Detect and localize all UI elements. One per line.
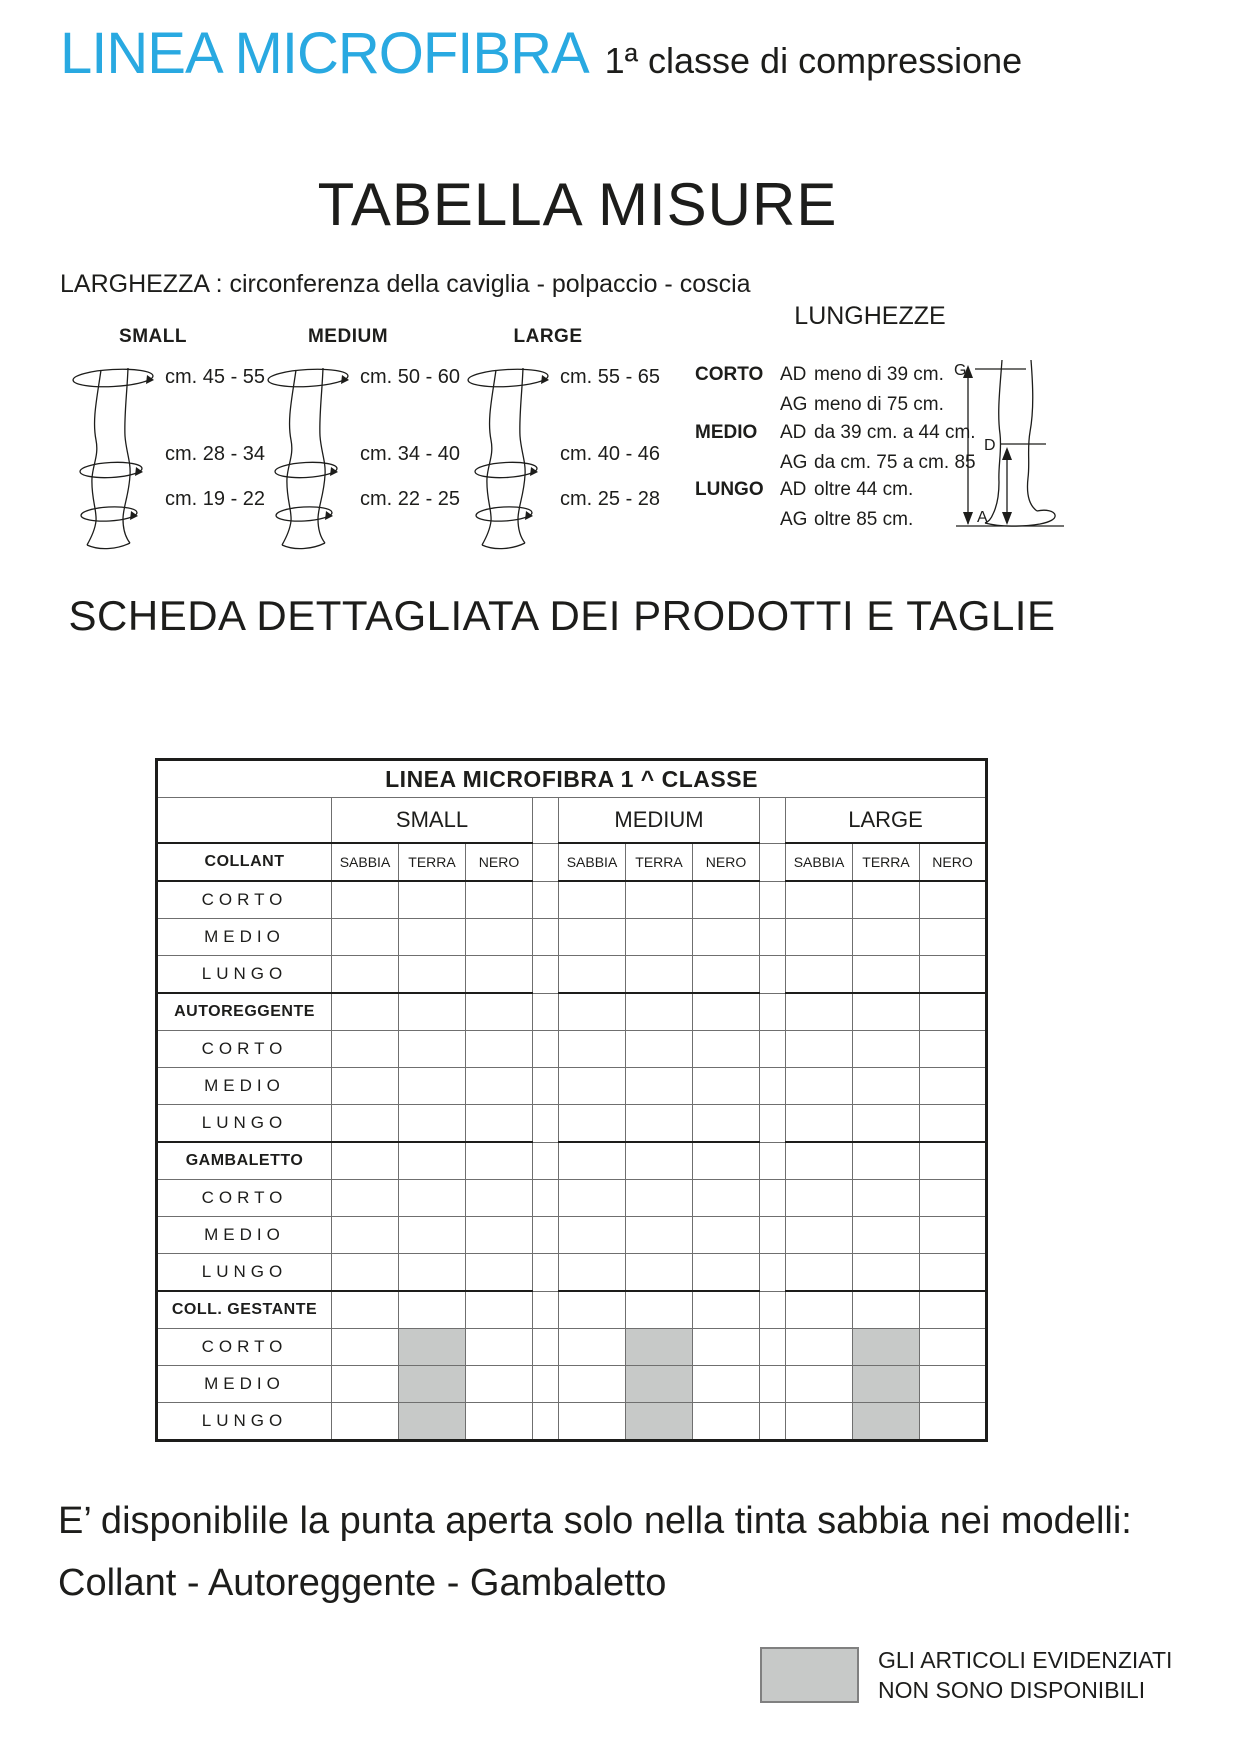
group-spacer bbox=[533, 1068, 559, 1105]
availability-cell bbox=[332, 1254, 399, 1292]
tabella-misure-title: TABELLA MISURE bbox=[317, 171, 838, 238]
group-spacer bbox=[760, 1366, 786, 1403]
availability-cell bbox=[693, 919, 760, 956]
availability-cell bbox=[920, 919, 987, 956]
ag-value: meno di 75 cm. bbox=[814, 394, 944, 415]
row-label: MEDIO bbox=[157, 919, 332, 956]
empty-cell bbox=[920, 993, 987, 1031]
leg-diagram-icon bbox=[263, 358, 363, 553]
availability-cell bbox=[920, 1403, 987, 1441]
availability-cell bbox=[786, 1366, 853, 1403]
unavailable-cell bbox=[626, 1403, 693, 1441]
availability-cell bbox=[693, 1105, 760, 1143]
lunghezza-medio-label: MEDIO bbox=[695, 422, 758, 443]
group-spacer bbox=[533, 956, 559, 994]
availability-cell bbox=[626, 1180, 693, 1217]
table-row bbox=[157, 881, 987, 919]
size-figure-large bbox=[463, 326, 713, 556]
thigh-measure: cm. 50 - 60 bbox=[360, 366, 461, 388]
availability-cell bbox=[626, 1254, 693, 1292]
row-label: LUNGO bbox=[157, 1254, 332, 1292]
ag-value: da cm. 75 a cm. 85 bbox=[814, 452, 976, 473]
unavailable-cell bbox=[399, 1366, 466, 1403]
availability-cell bbox=[332, 1068, 399, 1105]
open-toe-note-line2: Collant - Autoreggente - Gambaletto bbox=[58, 1562, 667, 1604]
table-row bbox=[157, 1105, 987, 1143]
color-column-header: SABBIA bbox=[332, 843, 399, 881]
color-column-header: NERO bbox=[920, 843, 987, 881]
empty-cell bbox=[332, 1291, 399, 1329]
products-table bbox=[155, 758, 988, 1442]
availability-cell bbox=[920, 1180, 987, 1217]
availability-cell bbox=[920, 1366, 987, 1403]
availability-cell bbox=[853, 1254, 920, 1292]
section-header: COLL. GESTANTE bbox=[157, 1291, 332, 1329]
availability-cell bbox=[853, 919, 920, 956]
scheda-title: SCHEDA DETTAGLIATA DEI PRODOTTI E TAGLIE bbox=[68, 592, 1056, 639]
availability-cell bbox=[693, 1403, 760, 1441]
availability-cell bbox=[466, 881, 533, 919]
availability-cell bbox=[399, 1068, 466, 1105]
availability-cell bbox=[399, 1105, 466, 1143]
lunghezza-medio-ag bbox=[780, 452, 976, 474]
availability-cell bbox=[399, 1031, 466, 1068]
empty-cell bbox=[786, 1142, 853, 1180]
empty-cell bbox=[399, 993, 466, 1031]
lunghezza-lungo-ag bbox=[780, 509, 913, 531]
availability-cell bbox=[559, 1068, 626, 1105]
availability-cell bbox=[786, 1254, 853, 1292]
availability-cell bbox=[559, 919, 626, 956]
table-corner-cell bbox=[157, 798, 332, 844]
availability-cell bbox=[466, 919, 533, 956]
lunghezza-corto-ad bbox=[780, 364, 944, 386]
row-label: MEDIO bbox=[157, 1366, 332, 1403]
availability-cell bbox=[466, 1031, 533, 1068]
page-header bbox=[60, 20, 1022, 87]
group-spacer bbox=[760, 993, 786, 1031]
row-label: CORTO bbox=[157, 881, 332, 919]
section-header-row bbox=[157, 1291, 987, 1329]
availability-cell bbox=[466, 1403, 533, 1441]
availability-cell bbox=[626, 1068, 693, 1105]
availability-cell bbox=[626, 956, 693, 994]
larghezza-note: LARGHEZZA : circonferenza della caviglia - polpaccio - coscia bbox=[60, 270, 751, 298]
group-spacer bbox=[760, 1031, 786, 1068]
unavailable-cell bbox=[853, 1329, 920, 1366]
ad-key: AD bbox=[780, 479, 807, 500]
length-measure-diagram bbox=[952, 356, 1067, 534]
availability-cell bbox=[693, 881, 760, 919]
group-spacer bbox=[533, 1291, 559, 1329]
availability-cell bbox=[332, 1329, 399, 1366]
empty-cell bbox=[466, 1142, 533, 1180]
d-label: D bbox=[984, 437, 996, 454]
group-spacer bbox=[760, 1291, 786, 1329]
availability-cell bbox=[786, 1031, 853, 1068]
row-label: MEDIO bbox=[157, 1217, 332, 1254]
empty-cell bbox=[626, 1291, 693, 1329]
availability-cell bbox=[853, 881, 920, 919]
availability-cell bbox=[786, 1403, 853, 1441]
size-group-header: SMALL bbox=[332, 798, 533, 844]
row-label: LUNGO bbox=[157, 1105, 332, 1143]
availability-cell bbox=[920, 1031, 987, 1068]
group-spacer bbox=[760, 1217, 786, 1254]
legend-line1: GLI ARTICOLI EVIDENZIATI bbox=[878, 1647, 1173, 1673]
availability-cell bbox=[626, 1105, 693, 1143]
empty-cell bbox=[853, 1291, 920, 1329]
availability-cell bbox=[693, 1068, 760, 1105]
calf-measure: cm. 40 - 46 bbox=[560, 443, 661, 465]
availability-cell bbox=[399, 1217, 466, 1254]
availability-cell bbox=[920, 1217, 987, 1254]
availability-cell bbox=[332, 1105, 399, 1143]
availability-cell bbox=[559, 881, 626, 919]
section-header-row bbox=[157, 993, 987, 1031]
group-spacer bbox=[533, 1254, 559, 1292]
color-column-header: SABBIA bbox=[559, 843, 626, 881]
availability-cell bbox=[466, 1105, 533, 1143]
availability-cell bbox=[399, 919, 466, 956]
section-header-row bbox=[157, 843, 987, 881]
empty-cell bbox=[399, 1291, 466, 1329]
group-spacer bbox=[760, 956, 786, 994]
availability-cell bbox=[786, 1068, 853, 1105]
group-spacer bbox=[533, 919, 559, 956]
group-spacer bbox=[533, 1366, 559, 1403]
group-spacer bbox=[760, 1329, 786, 1366]
availability-cell bbox=[786, 1329, 853, 1366]
availability-cell bbox=[559, 956, 626, 994]
lunghezza-corto-label: CORTO bbox=[695, 364, 764, 385]
ad-value: da 39 cm. a 44 cm. bbox=[814, 422, 976, 443]
ag-key: AG bbox=[780, 394, 808, 415]
ankle-measure: cm. 19 - 22 bbox=[165, 488, 266, 510]
availability-cell bbox=[332, 1031, 399, 1068]
section-header: GAMBALETTO bbox=[157, 1142, 332, 1180]
group-spacer bbox=[760, 881, 786, 919]
empty-cell bbox=[920, 1291, 987, 1329]
group-spacer bbox=[760, 1142, 786, 1180]
availability-cell bbox=[693, 1031, 760, 1068]
empty-cell bbox=[920, 1142, 987, 1180]
availability-cell bbox=[853, 1217, 920, 1254]
size-group-header: MEDIUM bbox=[559, 798, 760, 844]
size-group-header: LARGE bbox=[786, 798, 987, 844]
group-spacer bbox=[533, 993, 559, 1031]
products-table-wrap bbox=[155, 758, 988, 1442]
availability-cell bbox=[626, 1031, 693, 1068]
row-label: MEDIO bbox=[157, 1068, 332, 1105]
leg-diagram-icon bbox=[463, 358, 563, 553]
group-spacer bbox=[533, 881, 559, 919]
row-label: CORTO bbox=[157, 1329, 332, 1366]
table-title: LINEA MICROFIBRA 1 ^ CLASSE bbox=[157, 760, 987, 798]
empty-cell bbox=[693, 993, 760, 1031]
color-column-header: NERO bbox=[693, 843, 760, 881]
availability-cell bbox=[626, 881, 693, 919]
group-spacer bbox=[760, 798, 786, 844]
lunghezza-lungo-ad bbox=[780, 479, 913, 501]
empty-cell bbox=[853, 993, 920, 1031]
group-spacer bbox=[533, 1403, 559, 1441]
empty-cell bbox=[332, 993, 399, 1031]
availability-cell bbox=[786, 1180, 853, 1217]
table-row bbox=[157, 1217, 987, 1254]
availability-cell bbox=[920, 1329, 987, 1366]
thigh-measure: cm. 45 - 55 bbox=[165, 366, 266, 388]
availability-cell bbox=[466, 1217, 533, 1254]
empty-cell bbox=[786, 1291, 853, 1329]
color-column-header: TERRA bbox=[626, 843, 693, 881]
empty-cell bbox=[559, 993, 626, 1031]
availability-cell bbox=[853, 1068, 920, 1105]
empty-cell bbox=[693, 1291, 760, 1329]
availability-cell bbox=[466, 1366, 533, 1403]
group-spacer bbox=[760, 1105, 786, 1143]
availability-cell bbox=[466, 1329, 533, 1366]
color-column-header: SABBIA bbox=[786, 843, 853, 881]
color-column-header: NERO bbox=[466, 843, 533, 881]
availability-cell bbox=[559, 1329, 626, 1366]
lunghezze-title: LUNGHEZZE bbox=[794, 302, 946, 330]
a-label: A bbox=[977, 509, 988, 526]
availability-cell bbox=[466, 1180, 533, 1217]
ad-value: meno di 39 cm. bbox=[814, 364, 944, 385]
color-column-header: TERRA bbox=[399, 843, 466, 881]
empty-cell bbox=[399, 1142, 466, 1180]
section-header-row bbox=[157, 1142, 987, 1180]
row-label: LUNGO bbox=[157, 956, 332, 994]
empty-cell bbox=[466, 993, 533, 1031]
availability-cell bbox=[920, 881, 987, 919]
empty-cell bbox=[466, 1291, 533, 1329]
ankle-measure: cm. 25 - 28 bbox=[560, 488, 661, 510]
unavailable-cell bbox=[626, 1329, 693, 1366]
availability-cell bbox=[559, 1105, 626, 1143]
page-title: LINEA MICROFIBRA bbox=[60, 21, 589, 86]
availability-cell bbox=[693, 956, 760, 994]
unavailable-cell bbox=[399, 1329, 466, 1366]
availability-cell bbox=[786, 1105, 853, 1143]
availability-cell bbox=[332, 1403, 399, 1441]
table-row bbox=[157, 1254, 987, 1292]
empty-cell bbox=[559, 1142, 626, 1180]
group-spacer bbox=[533, 1105, 559, 1143]
leg-diagram-icon bbox=[68, 358, 168, 553]
ankle-measure: cm. 22 - 25 bbox=[360, 488, 461, 510]
availability-cell bbox=[559, 1366, 626, 1403]
availability-cell bbox=[920, 1105, 987, 1143]
empty-cell bbox=[559, 1291, 626, 1329]
table-row bbox=[157, 1031, 987, 1068]
availability-cell bbox=[559, 1403, 626, 1441]
color-column-header: TERRA bbox=[853, 843, 920, 881]
calf-measure: cm. 28 - 34 bbox=[165, 443, 266, 465]
table-row bbox=[157, 1068, 987, 1105]
group-spacer bbox=[760, 919, 786, 956]
availability-cell bbox=[559, 1031, 626, 1068]
row-label: LUNGO bbox=[157, 1403, 332, 1441]
availability-cell bbox=[559, 1217, 626, 1254]
table-row bbox=[157, 1329, 987, 1366]
availability-cell bbox=[399, 881, 466, 919]
availability-cell bbox=[853, 1105, 920, 1143]
availability-cell bbox=[466, 1068, 533, 1105]
group-spacer bbox=[533, 1217, 559, 1254]
availability-cell bbox=[332, 1217, 399, 1254]
availability-cell bbox=[399, 1180, 466, 1217]
availability-cell bbox=[332, 956, 399, 994]
availability-cell bbox=[332, 1366, 399, 1403]
unavailable-cell bbox=[626, 1366, 693, 1403]
availability-cell bbox=[399, 956, 466, 994]
table-row bbox=[157, 1180, 987, 1217]
table-row bbox=[157, 919, 987, 956]
availability-cell bbox=[332, 881, 399, 919]
unavailable-legend-swatch bbox=[760, 1647, 859, 1703]
unavailable-cell bbox=[399, 1403, 466, 1441]
availability-cell bbox=[693, 1329, 760, 1366]
group-spacer bbox=[760, 1403, 786, 1441]
unavailable-cell bbox=[853, 1366, 920, 1403]
ad-key: AD bbox=[780, 422, 807, 443]
group-spacer bbox=[533, 1142, 559, 1180]
group-spacer bbox=[760, 843, 786, 881]
availability-cell bbox=[920, 1254, 987, 1292]
open-toe-note-line1: E’ disponiblile la punta aperta solo nella tinta sabbia nei modelli: bbox=[58, 1500, 1132, 1542]
availability-cell bbox=[559, 1180, 626, 1217]
availability-cell bbox=[693, 1180, 760, 1217]
empty-cell bbox=[786, 993, 853, 1031]
size-name: SMALL bbox=[119, 326, 187, 347]
availability-cell bbox=[559, 1254, 626, 1292]
empty-cell bbox=[626, 993, 693, 1031]
empty-cell bbox=[332, 1142, 399, 1180]
group-spacer bbox=[760, 1068, 786, 1105]
availability-cell bbox=[332, 1180, 399, 1217]
group-spacer bbox=[533, 1329, 559, 1366]
calf-measure: cm. 34 - 40 bbox=[360, 443, 461, 465]
lunghezza-corto-ag bbox=[780, 394, 944, 416]
section-header: COLLANT bbox=[157, 843, 332, 881]
ag-key: AG bbox=[780, 509, 808, 530]
availability-cell bbox=[693, 1254, 760, 1292]
lunghezza-medio-ad bbox=[780, 422, 976, 444]
availability-cell bbox=[466, 956, 533, 994]
group-spacer bbox=[760, 1180, 786, 1217]
ad-value: oltre 44 cm. bbox=[814, 479, 914, 500]
table-row bbox=[157, 956, 987, 994]
section-header: AUTOREGGENTE bbox=[157, 993, 332, 1031]
ad-key: AD bbox=[780, 364, 807, 385]
row-label: CORTO bbox=[157, 1031, 332, 1068]
availability-cell bbox=[786, 1217, 853, 1254]
legend-line2: NON SONO DISPONIBILI bbox=[878, 1677, 1146, 1703]
empty-cell bbox=[626, 1142, 693, 1180]
ag-value: oltre 85 cm. bbox=[814, 509, 914, 530]
availability-cell bbox=[920, 956, 987, 994]
g-label: G bbox=[954, 362, 967, 379]
availability-cell bbox=[466, 1254, 533, 1292]
size-name: LARGE bbox=[513, 326, 583, 347]
unavailable-legend-text bbox=[878, 1645, 1172, 1705]
row-label: CORTO bbox=[157, 1180, 332, 1217]
availability-cell bbox=[786, 956, 853, 994]
table-row bbox=[157, 1403, 987, 1441]
size-name: MEDIUM bbox=[307, 326, 389, 347]
group-spacer bbox=[760, 1254, 786, 1292]
availability-cell bbox=[693, 1366, 760, 1403]
group-spacer bbox=[533, 798, 559, 844]
availability-cell bbox=[786, 919, 853, 956]
availability-cell bbox=[693, 1217, 760, 1254]
group-spacer bbox=[533, 843, 559, 881]
lunghezza-lungo-label: LUNGO bbox=[695, 479, 764, 500]
availability-cell bbox=[626, 919, 693, 956]
empty-cell bbox=[853, 1142, 920, 1180]
availability-cell bbox=[853, 956, 920, 994]
empty-cell bbox=[693, 1142, 760, 1180]
group-spacer bbox=[533, 1180, 559, 1217]
ag-key: AG bbox=[780, 452, 808, 473]
availability-cell bbox=[853, 1180, 920, 1217]
availability-cell bbox=[626, 1217, 693, 1254]
availability-cell bbox=[332, 919, 399, 956]
group-spacer bbox=[533, 1031, 559, 1068]
unavailable-cell bbox=[853, 1403, 920, 1441]
page-subtitle: 1ª classe di compressione bbox=[604, 40, 1023, 81]
table-row bbox=[157, 1366, 987, 1403]
availability-cell bbox=[399, 1254, 466, 1292]
availability-cell bbox=[786, 881, 853, 919]
availability-cell bbox=[853, 1031, 920, 1068]
thigh-measure: cm. 55 - 65 bbox=[560, 366, 661, 388]
availability-cell bbox=[920, 1068, 987, 1105]
